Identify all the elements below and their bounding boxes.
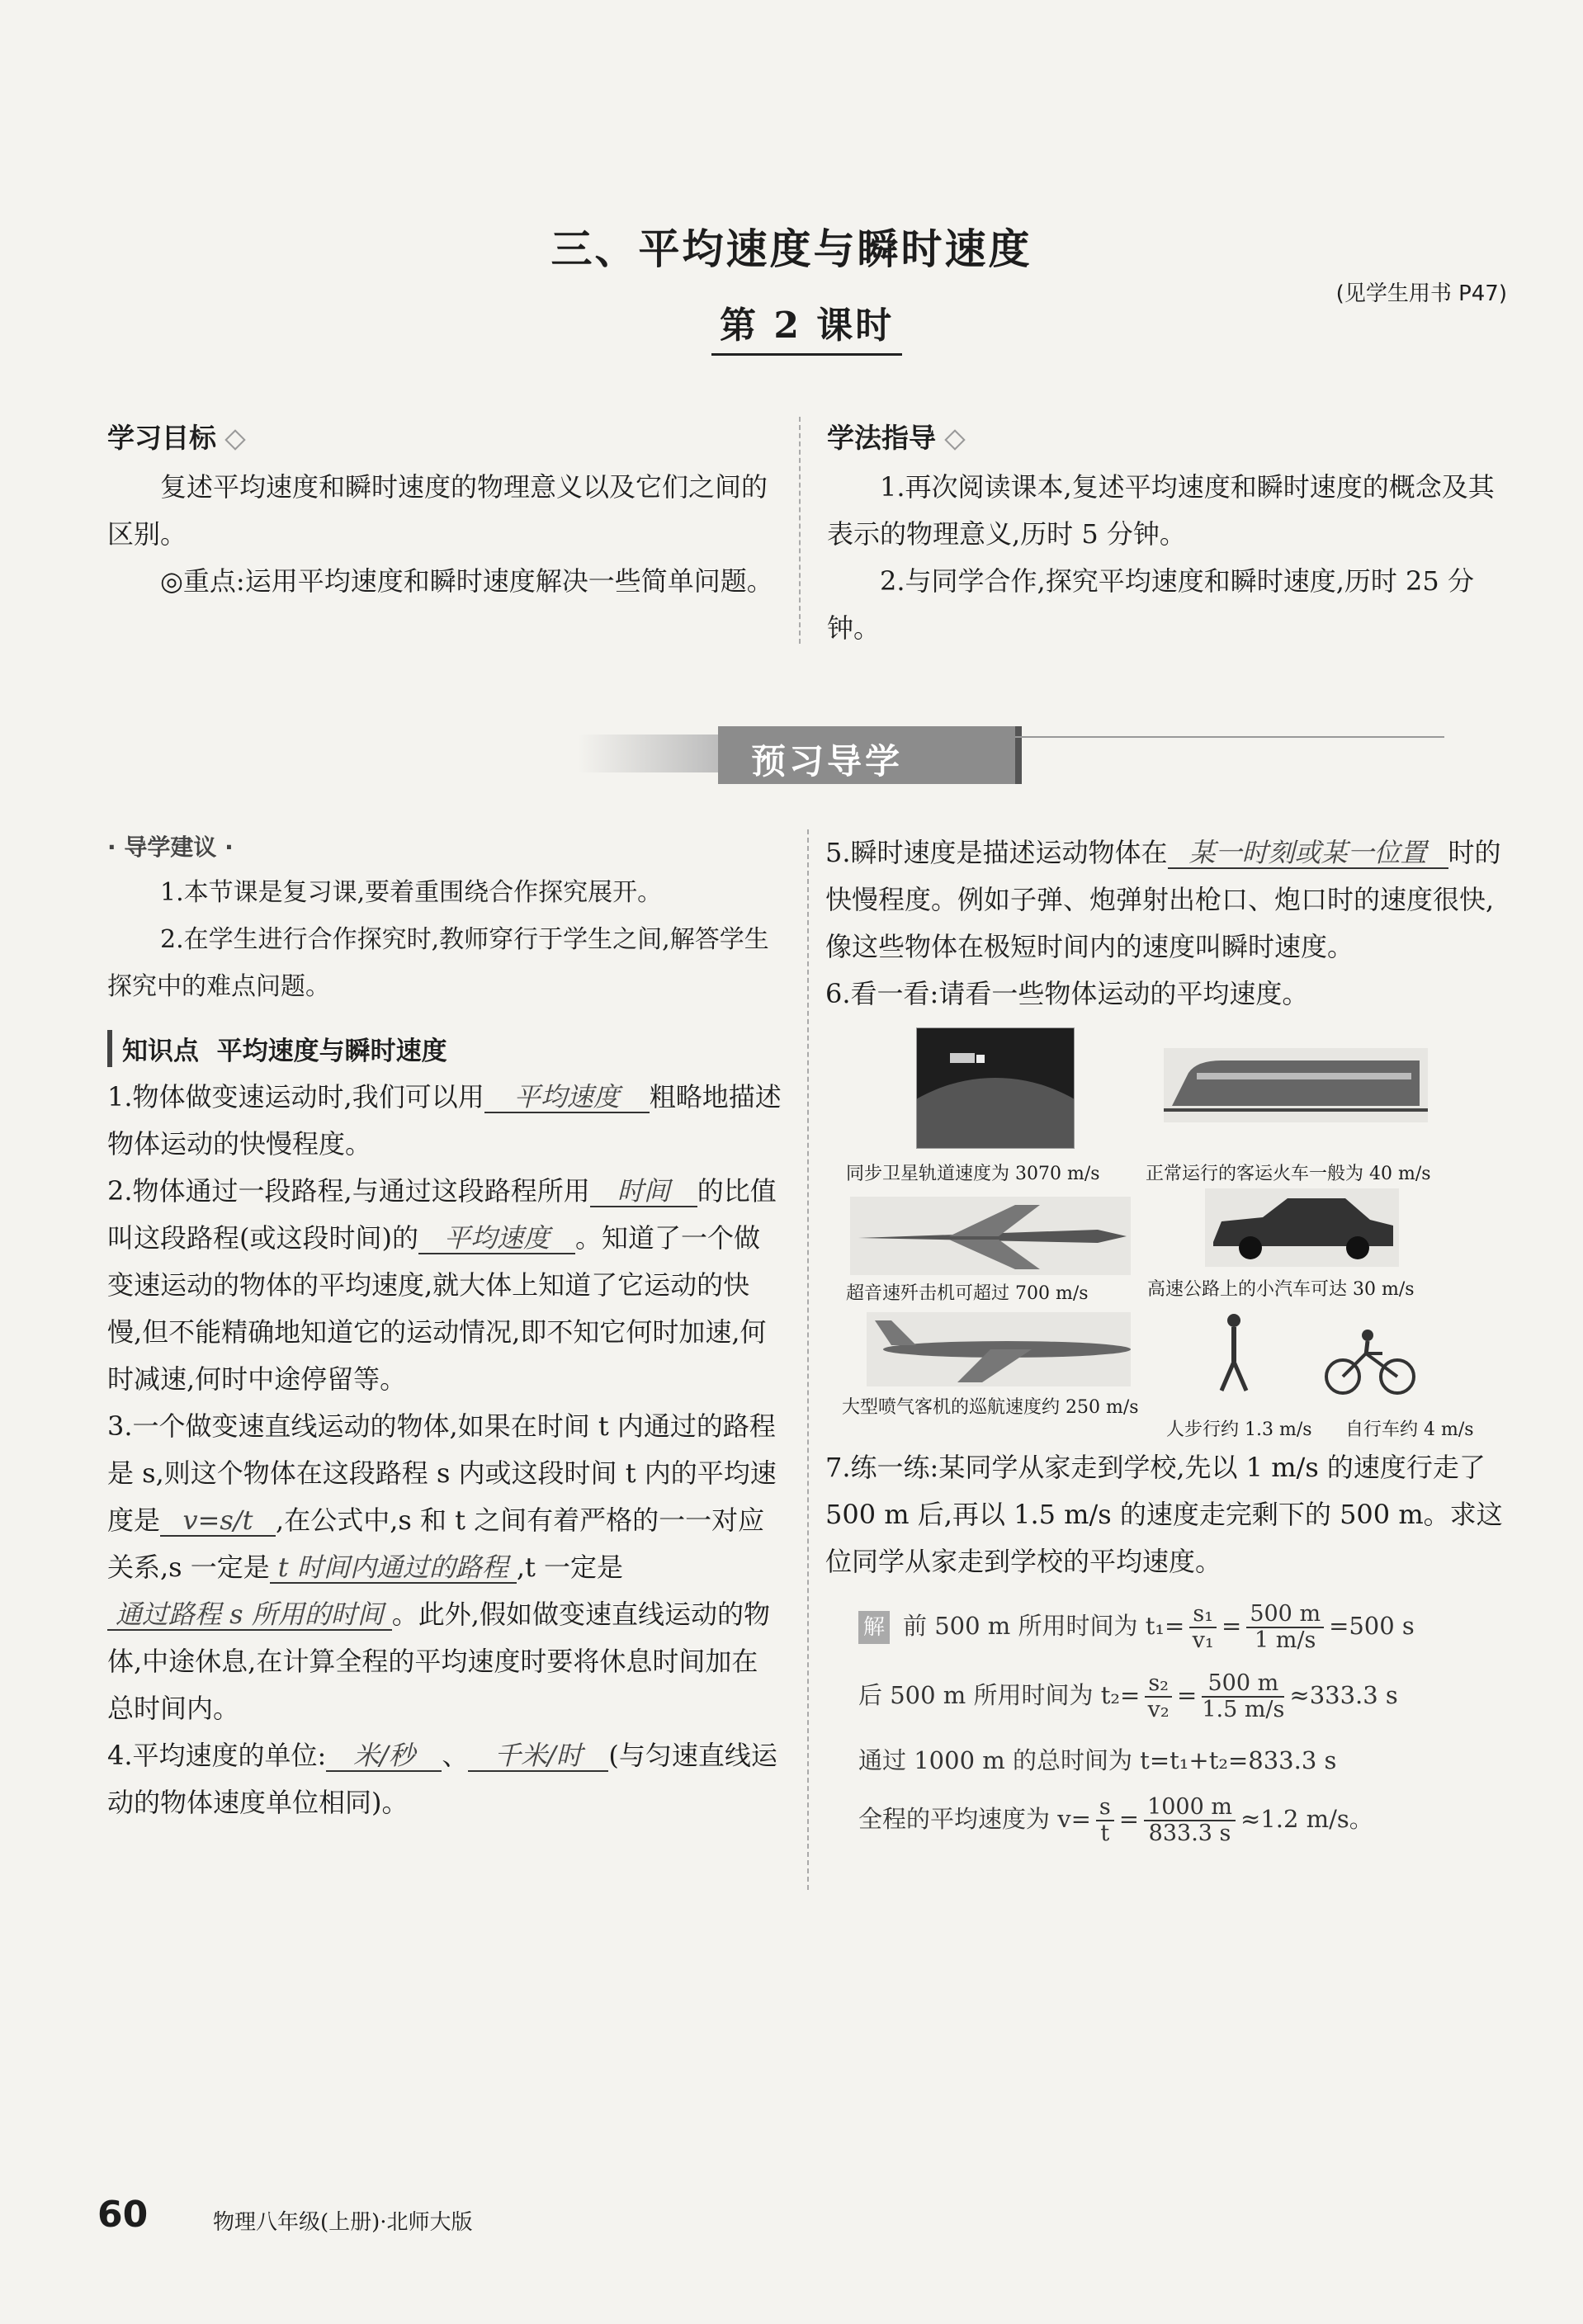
airliner-icon [867,1312,1131,1386]
answer-blank: 千米/时 [468,1741,608,1772]
answer-blank: 某一时刻或某一位置 [1168,838,1448,869]
question-5: 5.瞬时速度是描述运动物体在 某一时刻或某一位置 时的快慢程度。例如子弹、炮弹射出枪口、炮口时的速度很快,像这些物体在极短时间内的速度叫瞬时速度。 [825,837,1501,962]
walker-photo [1213,1312,1255,1395]
bike-caption: 自行车约 4 m/s [1345,1419,1474,1440]
advice-item-1: 1.本节课是复习课,要着重围绕合作探究展开。 [160,878,663,907]
learning-goals-section [107,417,784,605]
satellite-caption: 同步卫星轨道速度为 3070 m/s [846,1164,1100,1184]
answer-blank: 米/秒 [326,1741,442,1772]
method-item-1: 1.再次阅读课本,复述平均速度和瞬时速度的概念及其表示的物理意义,历时 5 分钟。 [827,471,1495,550]
right-column [825,829,1510,1018]
key-point-text: ◎重点:运用平均速度和瞬时速度解决一些简单问题。 [160,565,773,597]
solution-line-2: 后 500 m 所用时间为 t₂= $\frac{\text{s₂}}{\text{v₂}}$ = $\frac{500 m}{1.5 m/s}$ ≈333.3 s [858,1670,1398,1722]
solution-line-4: 全程的平均速度为 v= $\frac{s}{t}$ = $\frac{1000 m}{833.3 s}$ ≈1.2 m/s。 [858,1794,1373,1846]
satellite-photo [916,1027,1075,1149]
learning-goals-heading: 学习目标 [107,417,784,456]
answer-blank: 平均速度 [484,1083,650,1113]
question-7-section [825,1444,1510,1846]
learning-methods-section [827,417,1504,652]
page-number: 60 [97,2194,149,2236]
preview-banner [578,726,1453,786]
question-1: 1.物体做变速运动时,我们可以用 平均速度 粗略地描述物体运动的快慢程度。 [107,1081,782,1160]
train-photo [1164,1048,1428,1122]
question-3: 3.一个做变速直线运动的物体,如果在时间 t 内通过的路程是 s,则这个物体在这段路程 s 内或这段时间 t 内的平均速度是 v=s/t ,在公式中,s 和 t 之间有着严格的一一对应关系,s 一定是 t 时间内通过的路程 ,t 一定是通过路程 s 所用的时间 。此外,假如做变速直线运动的物体,中途休息,在计算全程的平均速度时要将休息时间加在总时间内。 [107,1410,777,1724]
question-2: 2.物体通过一段路程,与通过这段路程所用 时间 的比值叫这段路程(或这段时间)的 平均速度 。知道了一个做变速运动的物体的平均速度,就大体上知道了它运动的快慢,但不能精确地知道它的运动情况,即不知它何时加速,何时减速,何时中途停留等。 [107,1175,777,1395]
fighter-jet-icon [850,1197,1131,1275]
advice-heading: · 导学建议 · [107,834,234,861]
train-icon [1164,1048,1428,1122]
jet-photo [850,1197,1131,1275]
car-photo [1205,1188,1399,1267]
banner-line [1015,736,1444,738]
learning-methods-heading: 学法指导 [827,417,1504,456]
question-7: 7.练一练:某同学从家走到学校,先以 1 m/s 的速度行走了 500 m 后,再以 1.5 m/s 的速度走完剩下的 500 m。求这位同学从家走到学校的平均速度。 [825,1452,1503,1577]
bicycle-icon [1325,1329,1415,1395]
method-item-2: 2.与同学合作,探究平均速度和瞬时速度,历时 25 分钟。 [827,565,1474,644]
page-title: 三、平均速度与瞬时速度 [551,224,1032,273]
solution-line-3: 通过 1000 m 的总时间为 t=t₁+t₂=833.3 s [858,1746,1337,1774]
knowledge-title: 平均速度与瞬时速度 [216,1037,447,1066]
column-divider [807,829,809,1890]
airliner-photo [867,1312,1131,1386]
banner-gradient [578,735,718,772]
left-column [107,829,784,1826]
question-6: 6.看一看:请看一些物体运动的平均速度。 [825,978,1309,1009]
question-4: 4.平均速度的单位: 米/秒 、 千米/时 (与匀速直线运动的物体速度单位相同)。 [107,1740,777,1818]
solution-tag: 解 [858,1611,890,1644]
answer-blank: t 时间内通过的路程 [270,1553,517,1584]
knowledge-tag: 知识点 [122,1037,199,1066]
answer-blank: 时间 [590,1177,697,1207]
airliner-caption: 大型喷气客机的巡航速度约 250 m/s [842,1397,1139,1418]
answer-blank: 通过路程 s 所用的时间 [107,1600,392,1631]
walking-person-icon [1213,1312,1255,1395]
satellite-icon [917,1028,1074,1148]
learning-goals-text: 复述平均速度和瞬时速度的物理意义以及它们之间的区别。 [107,471,768,550]
answer-blank: 平均速度 [418,1224,575,1254]
advice-item-2: 2.在学生进行合作探究时,教师穿行于学生之间,解答学生探究中的难点问题。 [107,925,769,1001]
car-icon [1205,1188,1399,1267]
jet-caption: 超音速歼击机可超过 700 m/s [846,1283,1089,1304]
book-title-footer: 物理八年级(上册)·北师大版 [213,2210,473,2235]
walk-caption: 人步行约 1.3 m/s [1166,1419,1312,1440]
column-divider [799,417,801,644]
knowledge-heading [107,1030,784,1067]
diamond-icon [944,429,965,450]
solution [825,1602,1510,1846]
car-caption: 高速公路上的小汽车可达 30 m/s [1147,1279,1415,1300]
solution-line-1: 解 前 500 m 所用时间为 t₁= $\frac{\text{s₁}}{\text{v₁}}$ = $\frac{500 m}{1 m/s}$ =500 s [858,1602,1510,1653]
bicycle-photo [1325,1329,1415,1395]
lesson-number: 第 2 课时 [711,295,902,356]
banner-label: 预习导学 [751,741,904,782]
train-caption: 正常运行的客运火车一般为 40 m/s [1146,1164,1431,1184]
answer-blank-formula: v=s/t [160,1506,276,1537]
student-book-reference: (见学生用书 P47) [1335,281,1507,306]
diamond-icon [224,429,245,450]
